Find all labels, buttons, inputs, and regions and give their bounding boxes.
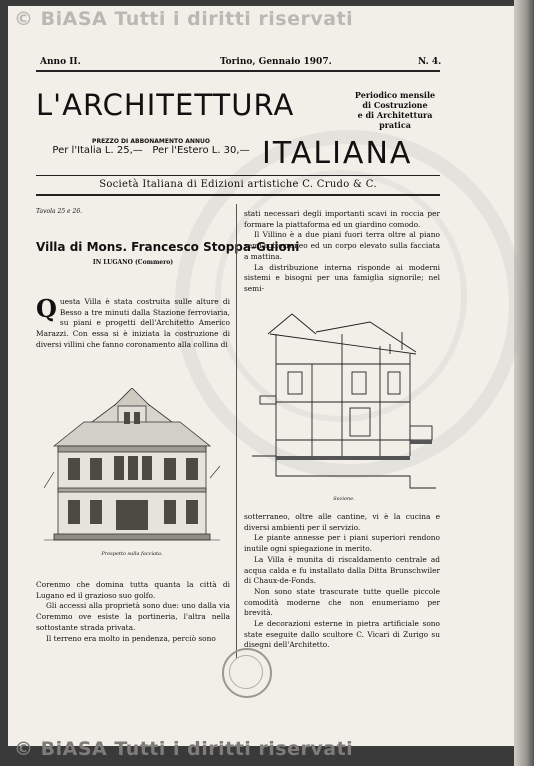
article-title: Villa di Mons. Francesco Stoppa-Guioni [36, 240, 300, 254]
masthead-date: Torino, Gennaio 1907. [220, 57, 332, 67]
column-1-bottom [36, 580, 230, 644]
subscription-price [36, 138, 266, 156]
journal-title-line1: L'ARCHITETTURA [36, 88, 295, 122]
paragraph: Il Villino è a due piani fuori terra oltre al piano semi-sotterraneo ed un corpo elevato sulla facciata a mattina. [244, 230, 440, 261]
page-edge [514, 0, 534, 766]
header-rule-2 [36, 194, 440, 196]
price-heading: PREZZO DI ABBONAMENTO ANNUO [92, 138, 210, 145]
subtitle-line: di Costruzione [362, 100, 428, 110]
column-1-top [36, 297, 230, 372]
paragraph: La Villa è munita di riscaldamento centrale ad acqua calda e fu installato dalla Ditta Brunschwiler di Chaux-de-Fonds. [244, 554, 440, 586]
drop-cap: Q [36, 297, 57, 323]
paragraph: La distribuzione interna risponde ai moderni sistemi e bisogni per una famiglia signorile; nel semi- [244, 262, 440, 293]
masthead-anno: Anno II. [40, 57, 81, 67]
villa-facade-illustration [44, 388, 220, 548]
paragraph: stati necessari degli importanti scavi in roccia per formare la piattaforma ed un giardino comodo. [244, 209, 440, 229]
watermark-top: © BiASA Tutti i diritti riservati [14, 8, 354, 30]
masthead-rule [36, 70, 440, 72]
villa-section-drawing [252, 306, 436, 492]
watermark-bottom: © BiASA Tutti i diritti riservati [14, 738, 354, 760]
paragraph: Corenmo che domina tutta quanta la città di Lugano ed il grazioso suo golfo. [36, 580, 230, 600]
journal-title-line2: ITALIANA [262, 136, 413, 171]
subtitle-line: Periodico mensile [354, 90, 436, 100]
price-estero: Per l'Estero L. 30,— [152, 145, 250, 156]
paragraph: sotterraneo, oltre alle cantine, vi è la cucina e diversi ambienti per il servizio. [244, 512, 440, 532]
subtitle-line: e di Architettura pratica [357, 110, 433, 130]
caption-prospetto: Prospetto sulla facciata. [101, 551, 163, 557]
publisher-line: Società Italiana di Edizioni artistiche C. Crudo & C. [99, 179, 377, 190]
column-divider [236, 204, 237, 658]
library-stamp-inner [229, 655, 263, 689]
plate-reference: Tavola 25 e 26. [36, 208, 83, 215]
article-location: IN LUGANO (Commero) [92, 259, 174, 266]
paragraph: Le decorazioni esterne in pietra artificiale sono state eseguite dallo scultore C. Vicari di Zurigo su disegni dell'Architetto. [244, 619, 440, 650]
masthead [40, 57, 440, 69]
column-2-bottom [244, 512, 440, 651]
price-italia: Per l'Italia L. 25,— [52, 145, 143, 156]
paragraph: Gli accessi alla proprietà sono due: uno dalla via Coremmo ove esiste la portineria, l'altra nella sottostante strada privata. [36, 601, 230, 632]
journal-subtitle [343, 90, 447, 130]
paragraph: Il terreno era molto in pendenza, perciò sono [46, 633, 216, 643]
price-values [36, 145, 266, 156]
column-2-top [244, 209, 440, 295]
paragraph: Non sono state trascurate tutte quelle piccole comodità moderne che non enumeriamo per brevità. [244, 586, 440, 618]
caption-sezione: Sezione. [333, 496, 355, 502]
header-rule-1 [36, 175, 440, 176]
masthead-number: N. 4. [418, 57, 442, 67]
paragraph: Le piante annesse per i piani superiori rendono inutile ogni spiegazione in merito. [244, 533, 440, 554]
column-1-paragraph: uesta Villa è stata costruita sulle alture di Besso a tre minuti dalla Stazione ferroviaria, su piani e progetti dell'Architetto Americo Marazzi. Con essa si è iniziata la costruzione di diversi villini che fanno coronamento alla collina di [36, 297, 230, 349]
